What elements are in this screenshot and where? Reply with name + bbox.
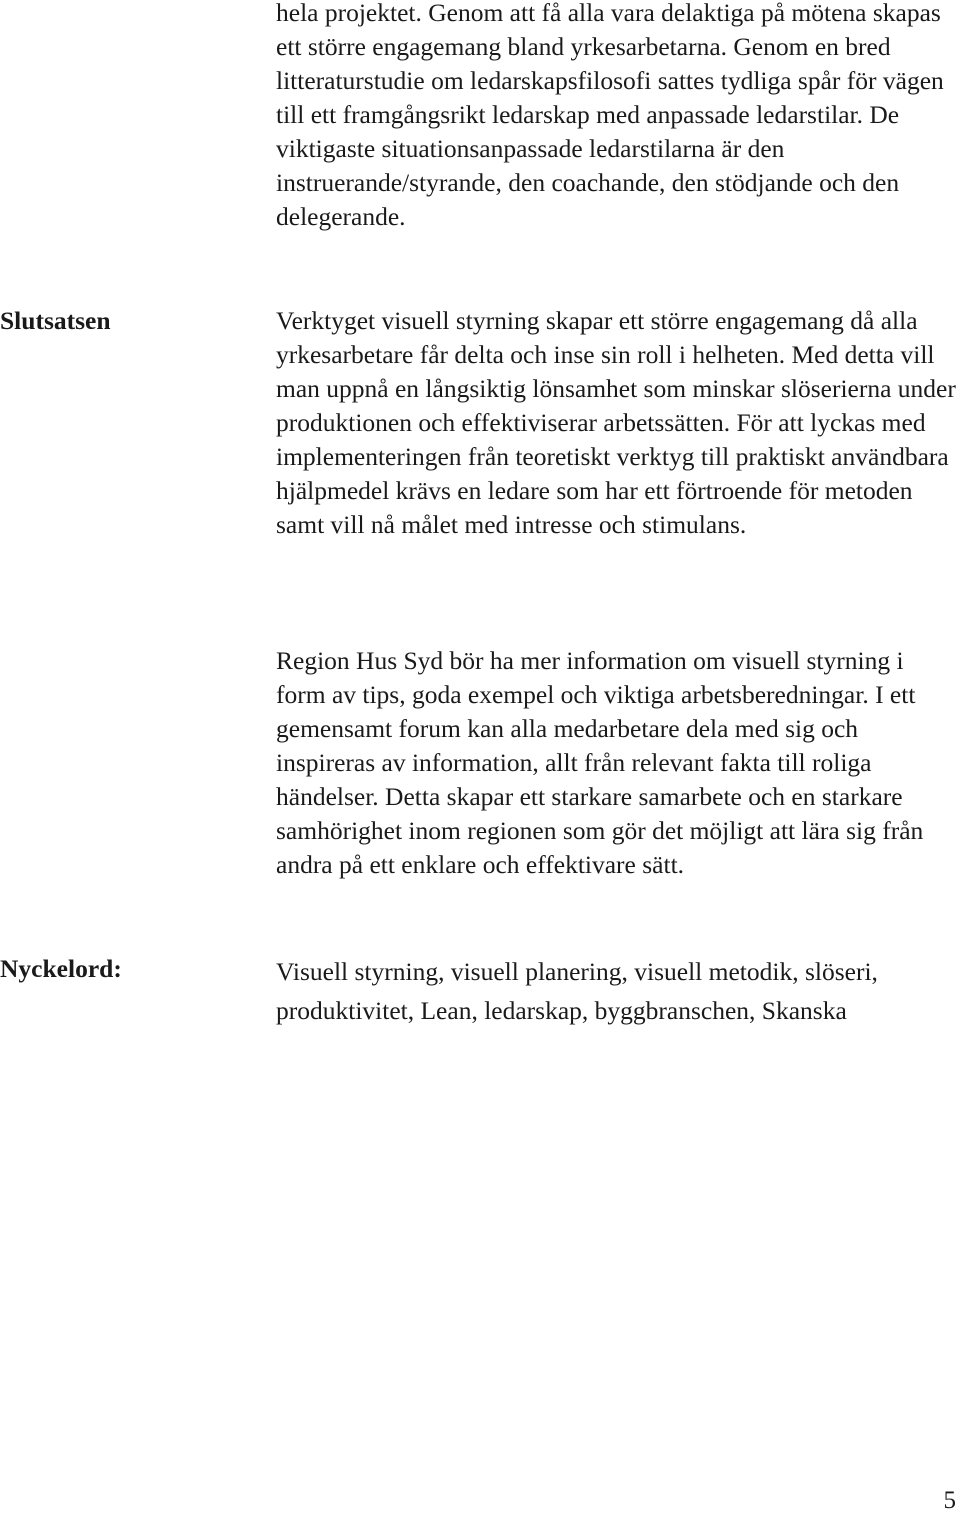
conclusion-paragraph-2: Region Hus Syd bör ha mer information om visuell styrning i form av tips, goda exempel och viktiga arbetsberedningar. I ett gemensamt forum kan alla medarbetare dela med sig och inspireras av information, allt från relevant fakta till roliga händelser. Detta skapar ett starkare samarbete och en starkare samhörighet inom regionen som gör det möjligt att lära sig från andra på ett enklare och effektivare sätt. [276,646,924,879]
conclusion-label: Slutsatsen [0,306,111,335]
page-number: 5 [943,1487,956,1514]
conclusion-paragraph-1: Verktyget visuell styrning skapar ett större engagemang då alla yrkesarbetare får delta och inse sin roll i helheten. Med detta vill man uppnå en långsiktig lönsamhet som minskar slöserierna under produktionen och effektiviserar arbetssätten. För att lyckas med implementeringen från teoretiskt verktyg till praktiskt användbara hjälpmedel krävs en ledare som har ett förtroende för metoden samt vill nå målet med intresse och stimulans. [276,306,956,539]
keywords-label: Nyckelord: [0,954,122,983]
keywords-text: Visuell styrning, visuell planering, visuell metodik, slöseri, produktivitet, Lean, ledarskap, byggbranschen, Skanska [276,957,878,1025]
intro-paragraph: hela projektet. Genom att få alla vara delaktiga på mötena skapas ett större engagemang bland yrkesarbetarna. Genom en bred litteraturstudie om ledarskapsfilosofi sattes tydliga spår för vägen till ett framgångsrikt ledarskap med anpassade ledarstilar. De viktigaste situationsanpassade ledarstilarna är den instruerande/styrande, den coachande, den stödjande och den delegerande. [276,0,944,231]
